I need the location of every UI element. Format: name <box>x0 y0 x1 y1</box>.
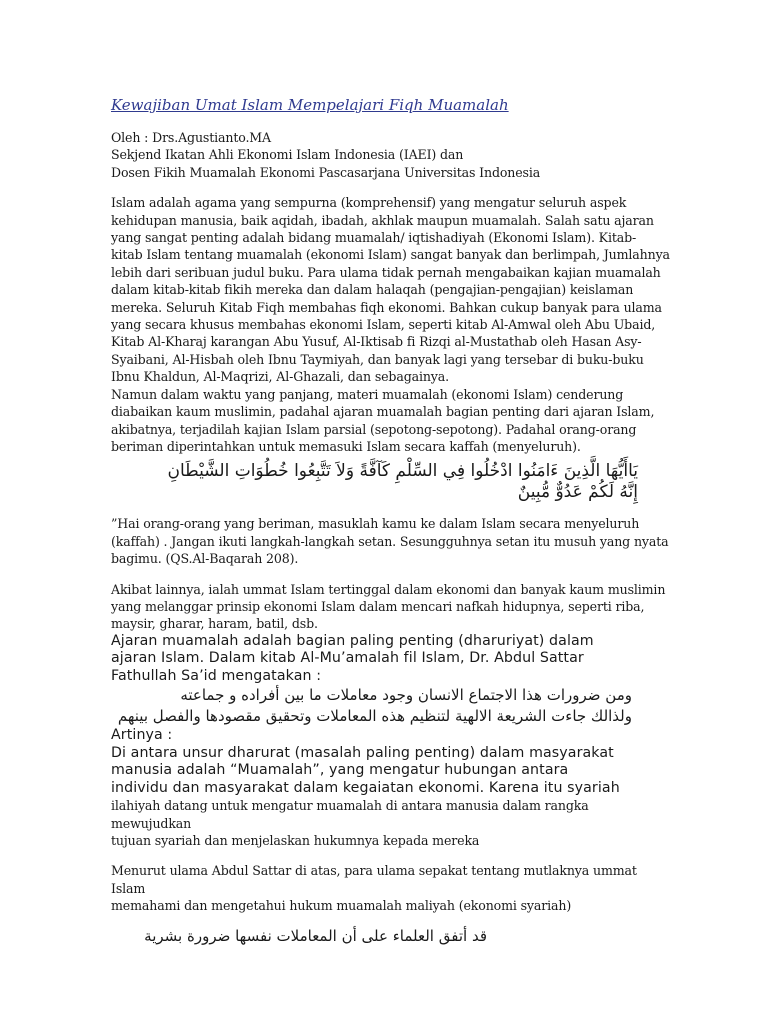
spacer <box>111 568 672 581</box>
arabic-quote-line: ولذالك جاءت الشريعة الالهية لتنظيم هذه المعاملات وتحقيق مقصودها والفصل بينهم <box>117 707 632 726</box>
text-line: memahami dan mengetahui hukum muamalah maliyah (ekonomi syariah) <box>111 898 572 914</box>
text-line: Namun dalam waktu yang panjang, materi muamalah (ekonomi Islam) cenderung <box>111 386 624 402</box>
text-line: Ibnu Khaldun, Al-Maqrizi, Al-Ghazali, dan sebagainya. <box>111 369 449 385</box>
text-line: ajaran Islam. Dalam kitab Al-Mu’amalah fil Islam, Dr. Abdul Sattar <box>111 650 584 667</box>
arabic-verse-line: إِنَّهُ لَكُمْ عَدُوٌّ مُّبِينٌ <box>517 482 638 503</box>
spacer <box>111 849 672 862</box>
affiliation-line: Dosen Fikih Muamalah Ekonomi Pascasarjana Universitas Indonesia <box>111 164 541 180</box>
artinya-label: Artinya : <box>111 727 173 744</box>
text-line: yang sangat penting adalah bidang muamalah/ iqtishadiyah (Ekonomi Islam). Kitab- <box>111 230 637 246</box>
text-line: individu dan masyarakat dalam kegaiatan ekonomi. Karena itu syariah <box>111 779 620 796</box>
text-line: ilahiyah datang untuk mengatur muamalah di antara manusia dalam rangka mewujudkan <box>111 798 589 831</box>
paragraph-conclusion <box>111 862 672 914</box>
text-line: Syaibani, Al-Hisbah oleh Ibnu Taymiyah, dan banyak lagi yang tersebar di buku-buku <box>111 351 644 367</box>
document-title-link[interactable]: Kewajiban Umat Islam Mempelajari Fiqh Muamalah <box>111 96 509 114</box>
text-line: lebih dari seribuan judul buku. Para ulama tidak pernah mengabaikan kajian muamalah <box>111 264 661 280</box>
author-line: Oleh : Drs.Agustianto.MA <box>111 130 272 145</box>
text-line: ”Hai orang-orang yang beriman, masuklah kamu ke dalam Islam secara menyeluruh <box>111 516 640 532</box>
arabic-final-line: قد أتفق العلماء على أن المعاملات نفسها ضرورة بشرية <box>144 926 487 945</box>
paragraph-intro <box>111 194 672 455</box>
text-line: maysir, gharar, haram, batil, dsb. <box>111 616 318 632</box>
text-line: tujuan syariah dan menjelaskan hukumnya kepada mereka <box>111 833 480 849</box>
text-line: Kitab Al-Kharaj karangan Abu Yusuf, Al-Iktisab fi Rizqi al-Mustathab oleh Hasan Asy- <box>111 334 642 350</box>
text-line: Di antara unsur dharurat (masalah paling penting) dalam masyarakat <box>111 744 614 761</box>
text-line: Fathullah Sa’id mengatakan : <box>111 667 322 684</box>
spacer <box>111 915 672 925</box>
text-line: (kaffah) . Jangan ikuti langkah-langkah setan. Sesungguhnya setan itu musuh yang nyata <box>111 533 669 549</box>
arabic-quote <box>111 685 672 727</box>
text-line: kehidupan manusia, baik aqidah, ibadah, akhlak maupun muamalah. Salah satu ajaran <box>111 212 654 228</box>
text-line: dalam kitab-kitab fikih mereka dan dalam halaqah (pengajian-pengajian) keislaman <box>111 282 634 298</box>
text-line: manusia adalah “Muamalah”, yang mengatur hubungan antara <box>111 762 569 779</box>
text-line: diabaikan kaum muslimin, padahal ajaran muamalah bagian penting dari ajaran Islam, <box>111 404 655 420</box>
text-line: Akibat lainnya, ialah ummat Islam tertinggal dalam ekonomi dan banyak kaum muslimin <box>111 581 666 597</box>
text-line: yang melanggar prinsip ekonomi Islam dalam mencari nafkah hidupnya, seperti riba, <box>111 598 645 614</box>
text-line: kitab Islam tentang muamalah (ekonomi Islam) sangat banyak dan berlimpah, Jumlahnya <box>111 247 670 263</box>
text-line: beriman diperintahkan untuk memasuki Islam secara kaffah (menyeluruh). <box>111 438 581 454</box>
arabic-quote-line: ومن ضرورات هذا الاجتماع الانسان وجود معاملات ما بين أفراده و جماعته <box>180 686 632 705</box>
text-line: mereka. Seluruh Kitab Fiqh membahas fiqh ekonomi. Bahkan cukup banyak para ulama <box>111 299 662 315</box>
paragraph-consequence <box>111 581 672 633</box>
text-line: Ajaran muamalah adalah bagian paling penting (dharuriyat) dalam <box>111 632 594 649</box>
text-line: Islam adalah agama yang sempurna (komprehensif) yang mengatur seluruh aspek <box>111 195 627 211</box>
affiliation-line: Sekjend Ikatan Ahli Ekonomi Islam Indonesia (IAEI) dan <box>111 147 464 163</box>
text-line: yang secara khusus membahas ekonomi Islam, seperti kitab Al-Amwal oleh Abu Ubaid, <box>111 317 656 333</box>
paragraph-dharuriyat <box>111 633 672 686</box>
paragraph-translation <box>111 745 672 850</box>
spacer <box>111 181 672 194</box>
text-line: Menurut ulama Abdul Sattar di atas, para ulama sepakat tentang mutlaknya ummat Islam <box>111 863 637 896</box>
verse-translation <box>111 515 672 567</box>
text-line: bagimu. (QS.Al-Baqarah 208). <box>111 551 299 567</box>
arabic-verse-line: يَاأَيُّهَا الَّذِينَ ءَامَنُوا ادْخُلُوا فِي السِّلْمِ كَآفَّةً وَلاَ تَتَّبِعُوا خُطُوَاتِ الشَّيْطَانِ <box>167 461 638 482</box>
quran-verse <box>111 461 672 503</box>
text-line: akibatnya, terjadilah kajian Islam parsial (sepotong-sepotong). Padahal orang-orang <box>111 421 637 437</box>
